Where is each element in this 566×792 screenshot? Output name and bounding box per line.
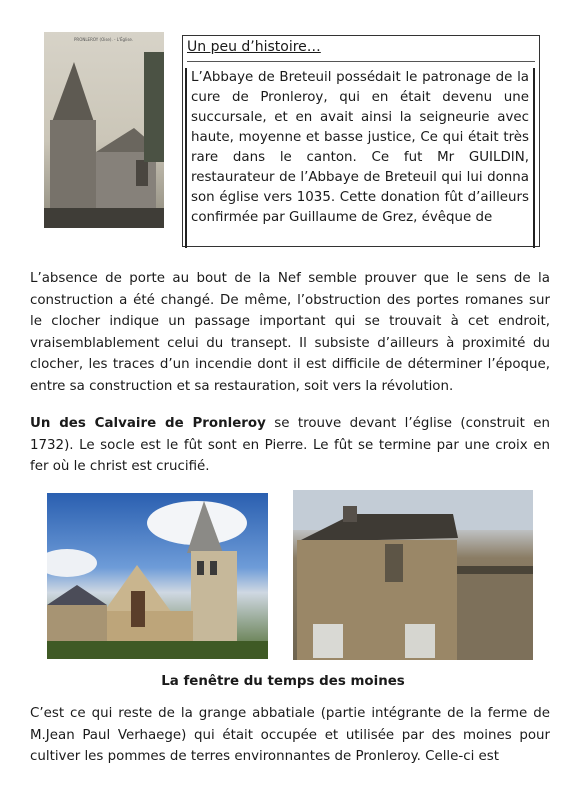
old-church-postcard	[44, 32, 164, 228]
church-photo-drawing	[47, 493, 268, 659]
paragraph-nef: L’absence de porte au bout de la Nef semble prouver que le sens de la construction a été changé. De même, l’obstruction des portes romanes sur le clocher indique un passage important qui se trouvait à cet endroit, vraisemblablement celui du transept. Il subsiste d’ailleurs à proximité du clocher, les traces d’un incendie dont il est difficile de déterminer l’époque, entre sa construction et sa restauration, soit vers la révolution.	[30, 271, 550, 394]
calvaire-heading: Un des Calvaire de Pronleroy	[30, 416, 266, 431]
church-sketch	[44, 32, 164, 228]
calvaire-text: se trouve devant l’église (construit en 1732). Le socle est le fût sont en Pierre. Le fût se termine par une croix en fer où le christ est crucifié.	[30, 416, 550, 474]
grange-photo	[293, 490, 533, 660]
grange-photo-drawing	[293, 490, 533, 660]
paragraph-calvaire	[30, 413, 550, 478]
history-box-body: L’Abbaye de Breteuil possédait le patronage de la cure de Pronleroy, qui en était devenu une succursale, et en avait ainsi la seigneurie avec haute, moyenne et basse justice, Ce qui était très rare dans le canton. Ce fut Mr GUILDIN, restaurateur de l’Abbaye de Breteuil qui lui donna son église vers 1035. Cette donation fût d’ailleurs confirmée par Guillaume de Grez, évêque de	[185, 68, 535, 248]
history-box-title: Un peu d’histoire…	[187, 39, 535, 62]
paragraph-grange: C’est ce qui reste de la grange abbatiale (partie intégrante de la ferme de M.Jean Paul Verhaege) qui était occupée et utilisée par des moines pour cultiver les pommes de terres environnantes de Pronleroy. Celle-ci est	[30, 706, 550, 764]
history-box	[182, 35, 540, 247]
church-photo	[47, 493, 268, 659]
caption-moines: La fenêtre du temps des moines	[161, 674, 405, 689]
postcard-caption: PRONLEROY (Oise). - L'Église.	[74, 37, 134, 42]
